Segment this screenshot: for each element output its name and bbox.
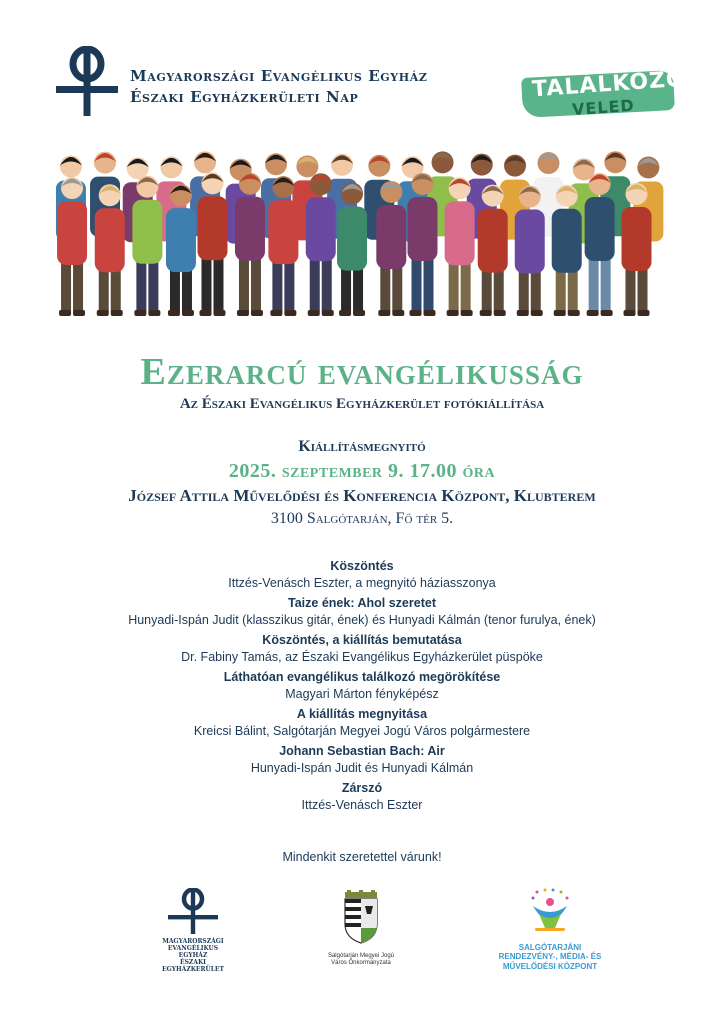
program-item-title: Láthatóan evangélikus találkozó megörökítése [223, 670, 501, 684]
program-item [0, 780, 724, 814]
program-item-desc: Ittzés-Venásch Eszter [301, 798, 423, 812]
culture-centre-logo-icon [525, 888, 575, 936]
footer-lutheran-logo [158, 888, 228, 973]
caption-line: Város Önkormányzata [331, 960, 391, 966]
program-item [0, 595, 724, 629]
program-item-desc: Dr. Fabiny Tamás, az Északi Evangélikus Egyházkerület püspöke [181, 650, 543, 664]
program-item-title: Zárszó [341, 781, 383, 795]
program-item [0, 706, 724, 740]
program-item [0, 632, 724, 666]
caption-line: EVANGÉLIKUS EGYHÁZ [167, 945, 219, 959]
program-item [0, 558, 724, 592]
footer-lutheran-caption [158, 938, 228, 973]
opening-label: Kiállításmegnyitó [298, 438, 426, 455]
badge-word-2: VELED [571, 95, 636, 120]
footer-city-caption [316, 953, 406, 967]
program-item-title: Köszöntés [330, 559, 394, 573]
caption-line: MAGYARORSZÁGI [162, 938, 224, 945]
caption-line: MŰVELŐDÉSI KÖZPONT [502, 962, 598, 971]
event-venue: József Attila Művelődési és Konferencia Központ, Klubterem [128, 486, 596, 505]
exhibition-title: Ezerarcú evangélikusság [140, 351, 584, 393]
badge-word-1: TALÁLKOZÓ [531, 66, 687, 103]
footer-centre-caption-1: SALGÓTARJÁNI [518, 943, 582, 952]
talalkozo-veled-logo [514, 60, 687, 122]
org-line-2: Északi Egyházkerületi Nap [130, 88, 359, 106]
program-item-title: Taize ének: Ahol szeretet [288, 596, 436, 610]
program-item-desc: Hunyadi-Ispán Judit (klasszikus gitár, ének) és Hunyadi Kálmán (tenor furulya, ének) [128, 613, 596, 627]
city-coat-of-arms-icon [341, 890, 381, 944]
program-item-title: A kiállítás megnyitása [296, 707, 428, 721]
org-line-1: Magyarországi Evangélikus Egyház [130, 67, 428, 85]
program-item [0, 743, 724, 777]
organization-name [130, 66, 427, 108]
program-item-title: Johann Sebastian Bach: Air [279, 744, 445, 758]
welcome-text: Mindenkit szeretettel várunk! [282, 850, 442, 864]
program-item-title: Köszöntés, a kiállítás bemutatása [262, 633, 462, 647]
event-address: 3100 Salgótarján, Fő tér 5. [270, 510, 454, 527]
footer-centre-caption-2 [482, 952, 618, 972]
event-date: 2025. szeptember 9. 17.00 óra [228, 460, 496, 482]
footer-city-logo [316, 890, 406, 967]
lutheran-cross-icon [54, 46, 120, 118]
exhibition-subtitle: Az Északi Evangélikus Egyházkerület fotókiállítása [179, 396, 545, 412]
caption-line: ÉSZAKI EGYHÁZKERÜLET [162, 959, 224, 973]
program-item-desc: Magyari Márton fényképész [285, 687, 439, 701]
program-list [0, 558, 724, 817]
footer-culture-centre-logo [482, 888, 618, 972]
program-item-desc: Hunyadi-Ispán Judit és Hunyadi Kálmán [250, 761, 474, 775]
lutheran-cross-icon [166, 888, 220, 934]
caption-line: Salgótarján Megyei Jogú [327, 953, 395, 959]
program-item-desc: Kreicsi Bálint, Salgótarján Megyei Jogú Város polgármestere [193, 724, 531, 738]
caption-line: RENDEZVÉNY-, MÉDIA- ÉS [498, 952, 602, 961]
program-item-desc: Ittzés-Venásch Eszter, a megnyitó háziasszonya [228, 576, 496, 590]
crowd-illustration [52, 140, 672, 320]
program-item [0, 669, 724, 703]
